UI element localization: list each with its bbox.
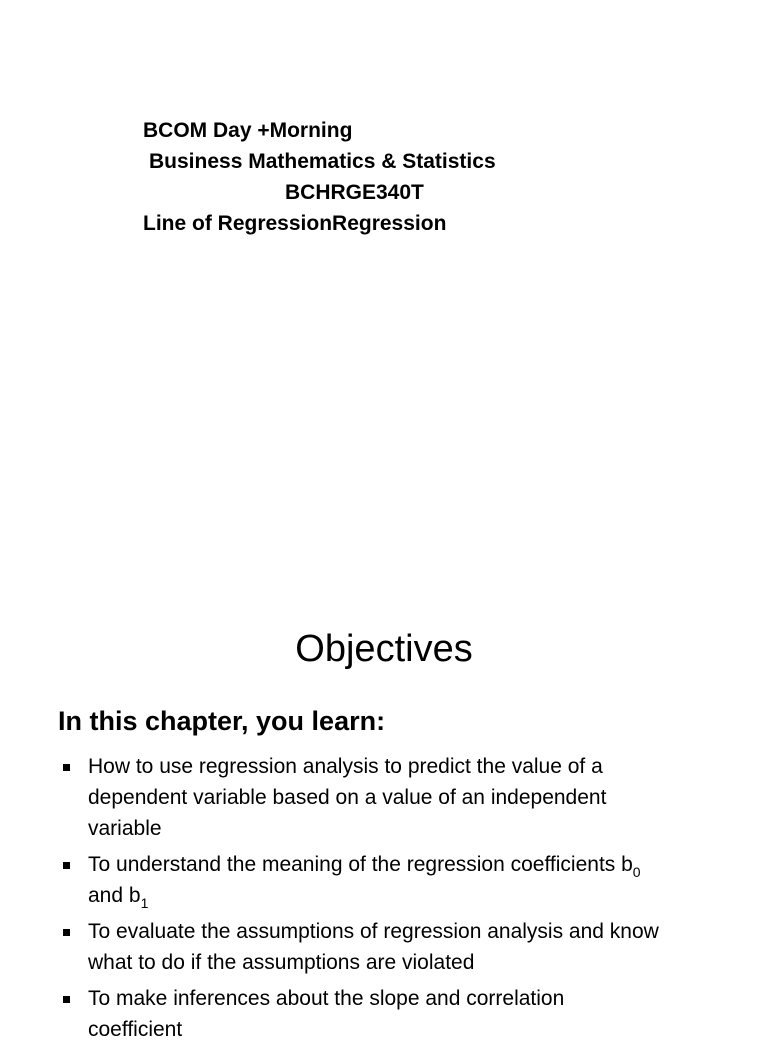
bullet-text: dependent variable based on a value of an independent bbox=[88, 786, 607, 809]
bullet-text: coefficient bbox=[88, 1018, 183, 1041]
bullet-marker-icon bbox=[63, 929, 70, 936]
topic-title: Line of RegressionRegression bbox=[143, 212, 447, 235]
bullet-text-main: To understand the meaning of the regression coefficients b bbox=[88, 853, 633, 876]
bullet-text-main: and b bbox=[88, 884, 141, 907]
subscript: 1 bbox=[140, 895, 149, 911]
bullet-text bbox=[88, 880, 148, 911]
objectives-heading: Objectives bbox=[295, 628, 473, 670]
bullet-text: what to do if the assumptions are violated bbox=[88, 951, 475, 974]
bullet-text bbox=[88, 849, 641, 880]
bullet-text: To evaluate the assumptions of regression analysis and know bbox=[88, 920, 659, 943]
bullet-marker-icon bbox=[63, 764, 70, 771]
course-code: BCHRGE340T bbox=[285, 181, 424, 204]
program-label: BCOM Day +Morning bbox=[143, 119, 353, 142]
course-title: Business Mathematics & Statistics bbox=[149, 150, 496, 173]
bullet-marker-icon bbox=[63, 862, 70, 869]
objectives-subtitle: In this chapter, you learn: bbox=[58, 706, 386, 736]
bullet-text: To make inferences about the slope and correlation bbox=[88, 987, 565, 1010]
bullet-marker-icon bbox=[63, 996, 70, 1003]
subscript: 0 bbox=[632, 864, 641, 880]
bullet-text: How to use regression analysis to predict the value of a bbox=[88, 755, 603, 778]
objectives-slide bbox=[0, 576, 768, 1041]
bullet-text: variable bbox=[88, 817, 162, 840]
